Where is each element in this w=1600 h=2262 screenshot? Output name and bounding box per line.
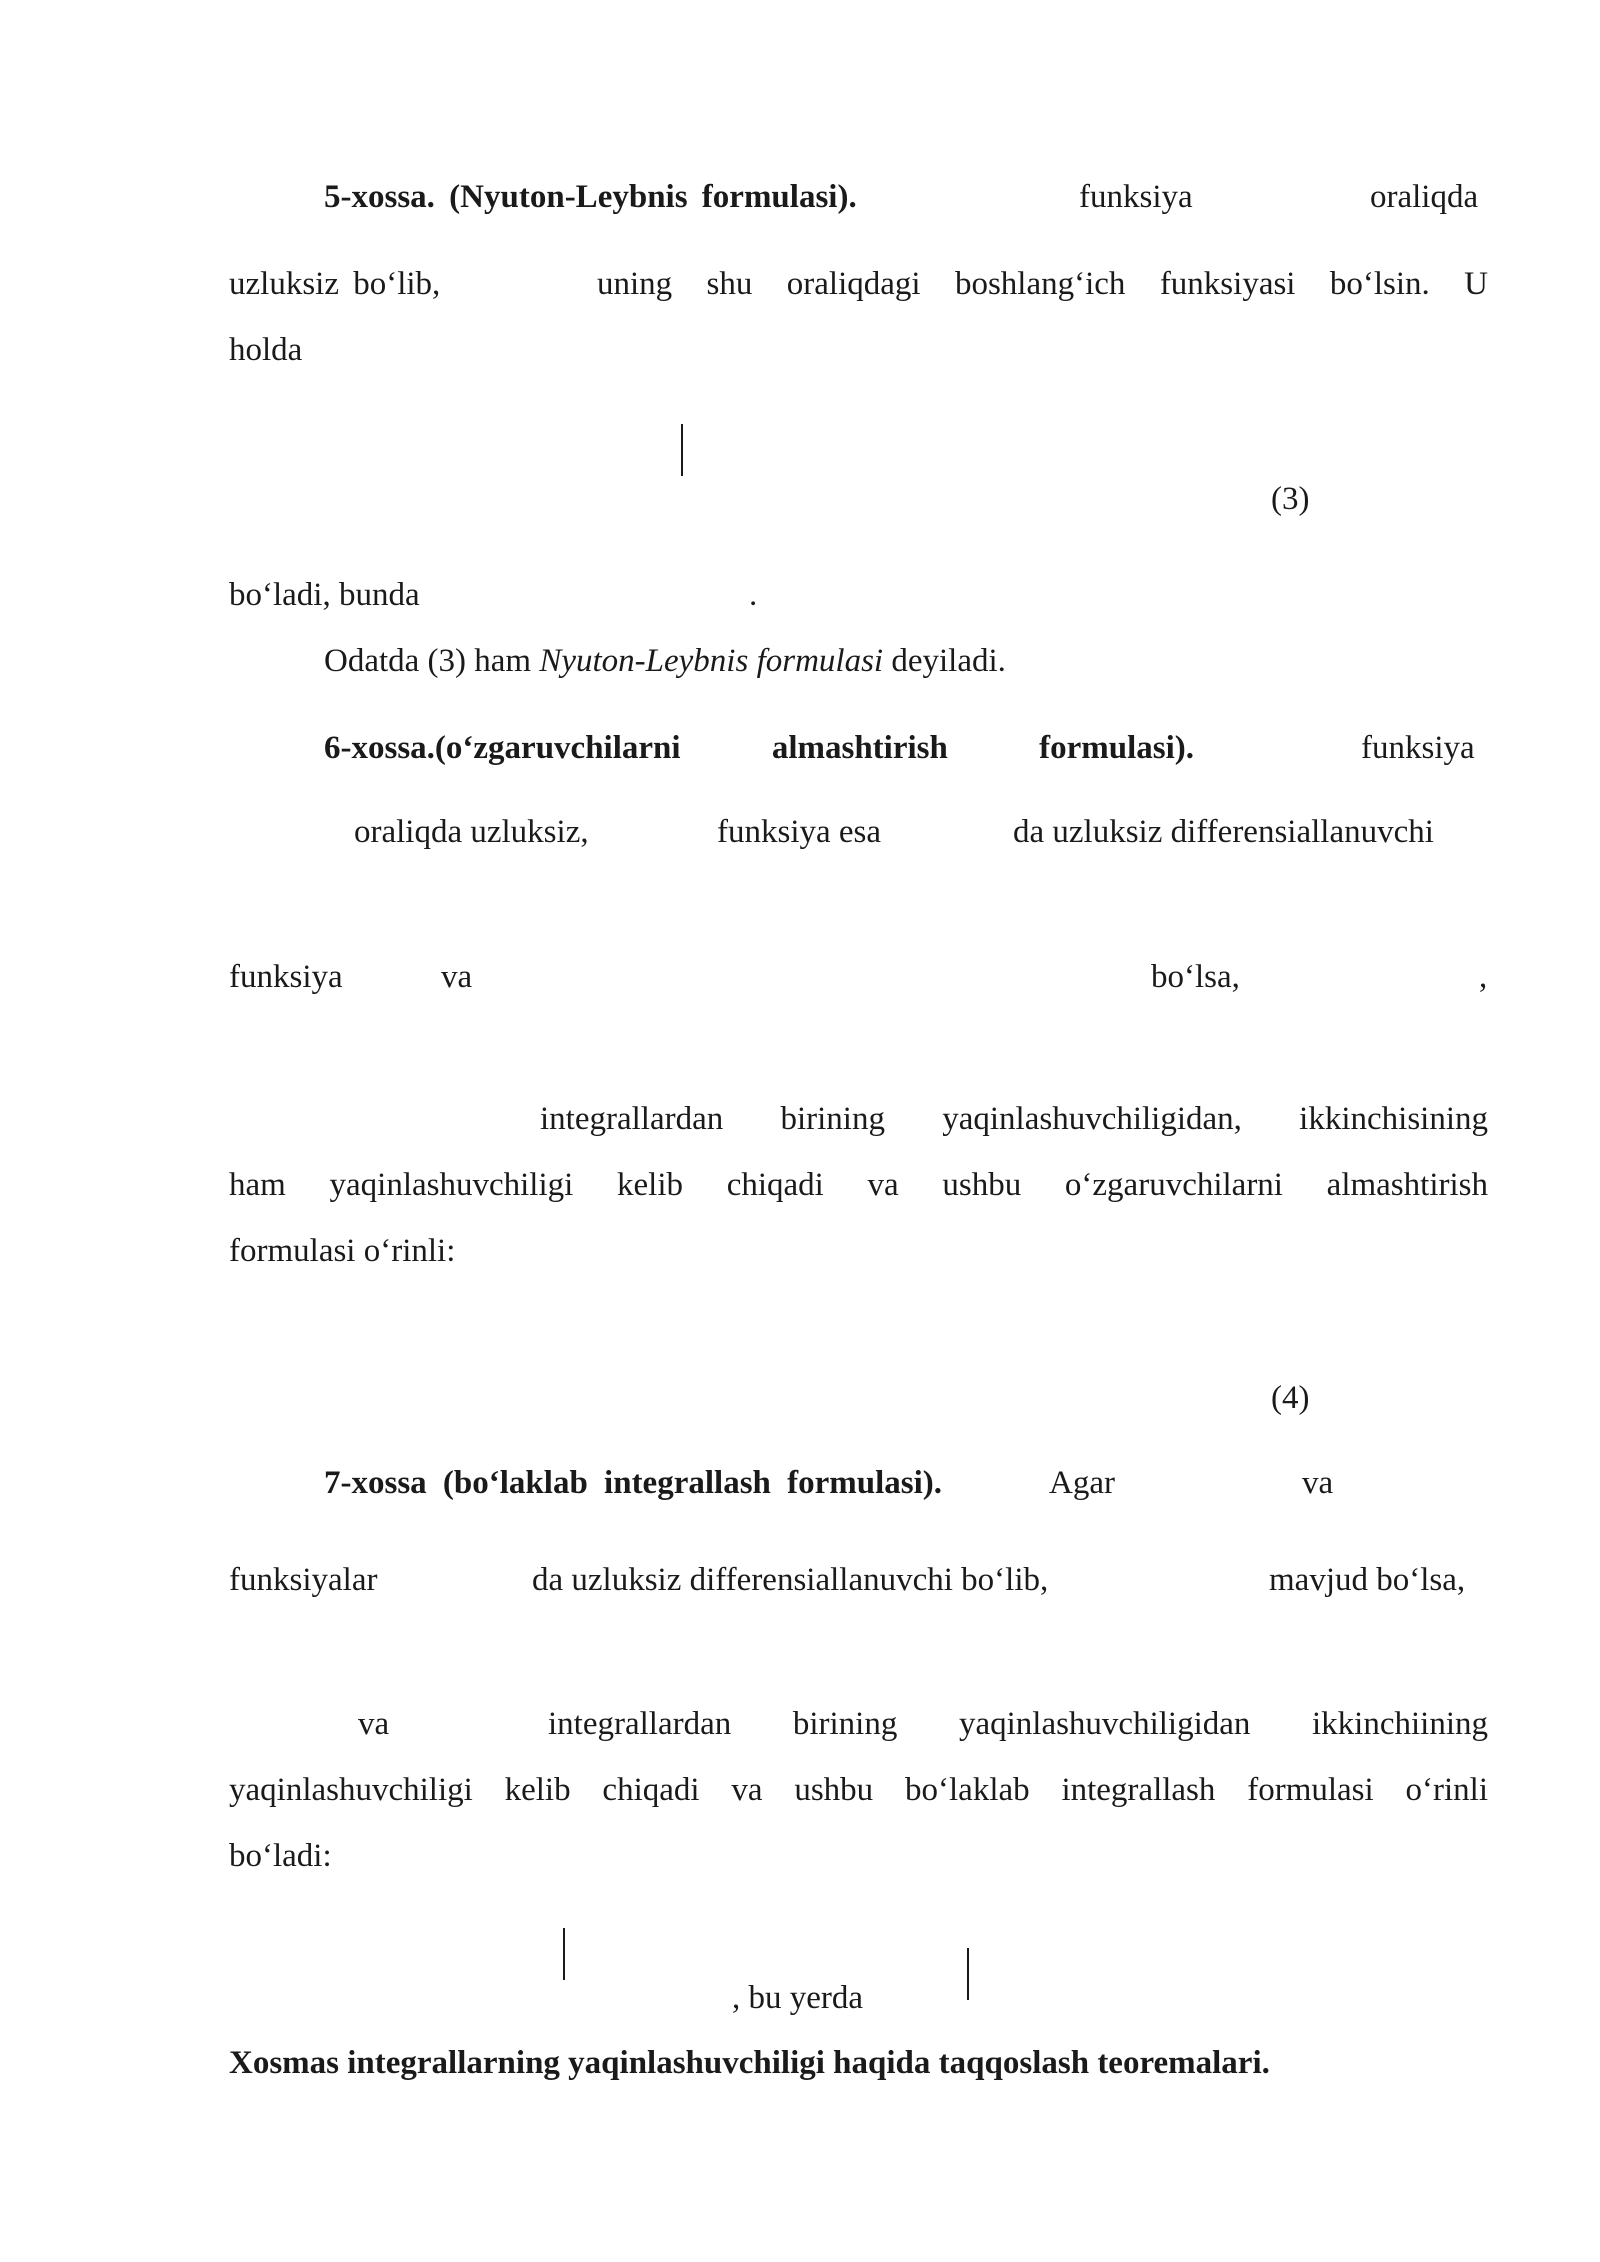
property-7-word-da: da uzluksiz differensiallanuvchi bo‘lib, [532, 1562, 1049, 1598]
property-6-word-oraliqda: oraliqda uzluksiz, [354, 814, 589, 850]
evaluation-bar-right [967, 1948, 969, 2000]
odatda-text-end: deyiladi. [883, 643, 1006, 679]
property-6-word-da: da uzluksiz differensiallanuvchi [1013, 814, 1434, 850]
property-7-word-agar: Agar [1049, 1465, 1115, 1501]
property-5-text-rest: uning shu oraliqdagi boshlang‘ich funksiyasi bo‘lsin. U [597, 266, 1488, 302]
property-7-line-2: yaqinlashuvchiligi kelib chiqadi va ushbu bo‘laklab integrallash formulasi o‘rinli [229, 1772, 1488, 1808]
property-7-word-va2: va [358, 1706, 390, 1742]
property-6-comma: , [1479, 959, 1488, 995]
section-title: Xosmas integrallarning yaqinlashuvchiligi haqida taqqoslash teoremalari. [229, 2045, 1270, 2081]
evaluation-bar [681, 424, 683, 476]
property-7-word-buyerda: , bu yerda [732, 1980, 864, 2016]
property-6-line-1: integrallardan birining yaqinlashuvchiligidan, ikkinchisining [540, 1101, 1488, 1137]
property-7-line-1: integrallardan birining yaqinlashuvchiligidan ikkinchiining [548, 1706, 1488, 1742]
property-6-word-funksiya2: funksiya [229, 959, 343, 995]
property-6-heading: 6-xossa.(o‘zgaruvchilarni almashtirish formulasi). [324, 730, 1194, 766]
equation-number-4: (4) [1271, 1380, 1310, 1416]
property-5-text-uzluksiz: uzluksiz bo‘lib, [229, 266, 441, 302]
odatda-text: Odatda (3) ham [324, 643, 540, 679]
property-6-word-funksiya-esa: funksiya esa [717, 814, 882, 850]
property-5-heading: 5-xossa. (Nyuton-Leybnis formulasi). [324, 179, 857, 215]
property-5-text-holda: holda [229, 332, 303, 368]
property-6-word-va: va [441, 959, 473, 995]
odatda-italic: Nyuton-Leybnis formulasi [539, 643, 884, 679]
equation-number-3: (3) [1271, 481, 1310, 517]
property-7-word-va: va [1302, 1465, 1334, 1501]
property-5-word-funksiya: funksiya [1079, 179, 1193, 215]
property-5-odatda [324, 641, 1006, 681]
property-7-word-mavjud: mavjud bo‘lsa, [1269, 1562, 1466, 1598]
evaluation-bar-left [563, 1928, 565, 1980]
property-6-line-2: ham yaqinlashuvchiligi kelib chiqadi va ushbu o‘zgaruvchilarni almashtirish [229, 1167, 1488, 1203]
property-6-word-bolsa: bo‘lsa, [1151, 959, 1240, 995]
property-5-word-oraliqda: oraliqda [1370, 179, 1479, 215]
property-5-text-dot: . [749, 577, 758, 613]
property-7-word-funksiyalar: funksiyalar [229, 1562, 378, 1598]
property-7-heading: 7-xossa (bo‘laklab integrallash formulasi). [324, 1465, 943, 1501]
property-6-word-funksiya: funksiya [1361, 730, 1475, 766]
property-5-text-boladi: bo‘ladi, bunda [229, 577, 420, 613]
property-6-line-3: formulasi o‘rinli: [229, 1233, 456, 1269]
property-7-line-3: bo‘ladi: [229, 1838, 332, 1874]
